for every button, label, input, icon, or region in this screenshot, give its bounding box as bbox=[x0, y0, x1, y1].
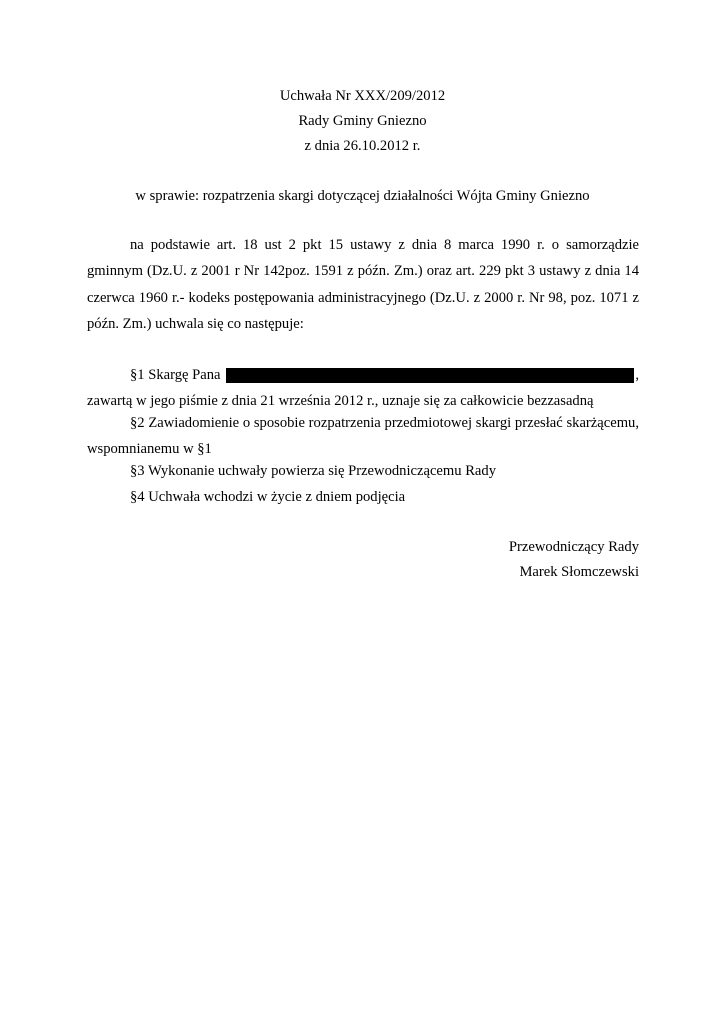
paragraph-1-comma: , bbox=[635, 367, 639, 383]
signature-name: Marek Słomczewski bbox=[519, 564, 639, 580]
paragraph-1 bbox=[87, 362, 639, 415]
paragraph-1-first-line bbox=[87, 362, 639, 388]
paragraph-1-start: §1 Skargę Pana bbox=[130, 367, 221, 383]
legal-basis-paragraph: na podstawie art. 18 ust 2 pkt 15 ustawy z dnia 8 marca 1990 r. o samorządzie gminnym (Dz.U. z 2001 r Nr 142poz. 1591 z późn. Zm.) oraz art. 229 pkt 3 ustawy z dnia 14 czerwca 1960 r.- kodeks postępowania administracyjnego (Dz.U. z 2000 r. Nr 98, poz. 1071 z późn. Zm.) uchwala się co następuje: bbox=[87, 237, 639, 332]
resolution-title: Uchwała Nr XXX/209/2012 bbox=[279, 88, 446, 104]
signature-role: Przewodniczący Rady bbox=[508, 539, 639, 555]
redaction-bar bbox=[226, 368, 635, 383]
resolution-subject: w sprawie: rozpatrzenia skargi dotyczącej działalności Wójta Gminy Gniezno bbox=[135, 188, 590, 204]
paragraph-3: §3 Wykonanie uchwały powierza się Przewodniczącemu Rady bbox=[130, 463, 496, 479]
paragraph-2: §2 Zawiadomienie o sposobie rozpatrzenia przedmiotowej skargi przesłać skarżącemu, wspomnianemu w §1 bbox=[87, 415, 639, 458]
paragraph-1-continuation: zawartą w jego piśmie z dnia 21 września 2012 r., uznaje się za całkowicie bezzasadną bbox=[87, 393, 594, 410]
resolution-date: z dnia 26.10.2012 r. bbox=[304, 138, 421, 154]
resolution-issuer: Rady Gminy Gniezno bbox=[298, 113, 427, 129]
paragraph-4: §4 Uchwała wchodzi w życie z dniem podjęcia bbox=[130, 489, 406, 505]
